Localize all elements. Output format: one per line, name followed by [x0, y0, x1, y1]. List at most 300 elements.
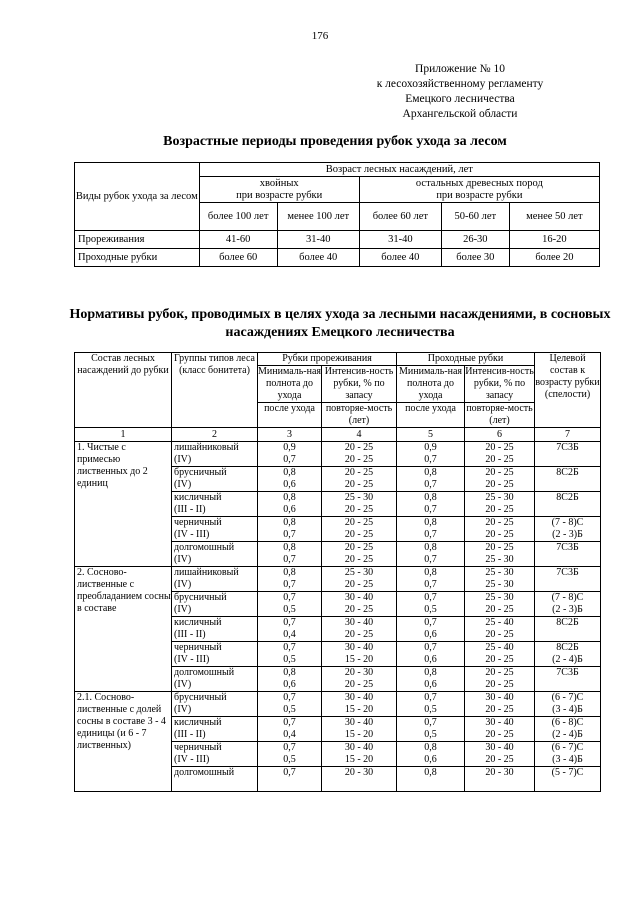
subheader-cell: более 100 лет	[199, 203, 277, 231]
value-bottom: 0,4	[283, 729, 296, 740]
composition-cell: 2.1. Сосново-лиственные с долей сосны в составе 3 - 4 единицы (и 6 - 7 лиственных)	[75, 692, 172, 792]
value-cell: 41-60	[199, 231, 277, 249]
value-top: 7С3Б	[556, 567, 579, 578]
header-intensity-bottom: повторяе-мость (лет)	[466, 403, 533, 426]
value-top: 25 - 30	[485, 592, 514, 603]
value-top: 25 - 30	[485, 567, 514, 578]
value-cell: 16-20	[509, 231, 599, 249]
value-top: 0,7	[424, 717, 437, 728]
density-cell	[397, 617, 465, 642]
intensity-cell	[465, 767, 535, 792]
target-composition-cell	[535, 467, 601, 492]
value-top: 0,8	[424, 492, 437, 503]
composition-cell: 1. Чистые с примесью лиственных до 2 единиц	[75, 442, 172, 567]
value-bottom	[258, 779, 321, 791]
value-bottom: 20 - 25	[485, 529, 514, 540]
intensity-cell	[322, 567, 397, 592]
target-composition-cell	[535, 742, 601, 767]
value-top: 20 - 25	[344, 442, 374, 453]
value-bottom: 20 - 25	[485, 604, 514, 615]
value-bottom: 15 - 20	[344, 729, 374, 740]
intensity-cell	[465, 567, 535, 592]
value-top: 30 - 40	[344, 692, 374, 703]
site-class: (IV - III)	[174, 654, 210, 665]
value-bottom: 15 - 20	[344, 704, 374, 715]
value-top: 20 - 30	[485, 767, 514, 778]
value-bottom: 20 - 25	[485, 679, 514, 690]
value-bottom: 20 - 25	[344, 679, 374, 690]
value-bottom: 0,5	[424, 704, 437, 715]
value-top: 20 - 25	[344, 517, 374, 528]
value-top: 0,8	[424, 517, 437, 528]
value-bottom: 0,7	[424, 504, 437, 515]
site-class: (IV)	[174, 479, 192, 490]
intensity-cell	[322, 742, 397, 767]
header-composition: Состав лесных насаждений до рубки	[75, 353, 172, 428]
value-bottom	[535, 454, 600, 466]
value-cell: 26-30	[441, 231, 509, 249]
value-bottom: 0,6	[424, 754, 437, 765]
density-cell	[397, 717, 465, 742]
site-class: (III - II)	[174, 504, 206, 515]
forest-type-name: черничный	[174, 742, 222, 753]
value-top: 0,8	[424, 467, 437, 478]
density-cell	[258, 767, 322, 792]
intensity-cell	[322, 467, 397, 492]
site-class: (IV - III)	[174, 529, 210, 540]
value-top: 7С3Б	[556, 442, 579, 453]
table1-title: Возрастные периоды проведения рубок ухода за лесом	[163, 134, 507, 149]
subheader-cell: 50-60 лет	[441, 203, 509, 231]
header-other-species	[359, 177, 599, 203]
header-passage-cuts: Проходные рубки	[397, 353, 535, 366]
target-composition-cell	[535, 617, 601, 642]
value-bottom: 0,7	[424, 579, 437, 590]
forest-type-cell	[172, 667, 258, 692]
value-top: 0,7	[283, 717, 296, 728]
site-class: (IV)	[174, 554, 192, 565]
density-cell	[258, 442, 322, 467]
value-top: 0,7	[424, 692, 437, 703]
value-top: 25 - 40	[485, 642, 514, 653]
header-target-composition: Целевой состав к возрасту рубки (спелости)	[535, 353, 601, 428]
header-other-line2: при возрасте рубки	[436, 189, 523, 201]
value-bottom: 25 - 30	[485, 579, 514, 590]
value-bottom: 0,6	[424, 679, 437, 690]
target-composition-cell	[535, 442, 601, 467]
forest-type-cell	[172, 542, 258, 567]
density-cell	[397, 442, 465, 467]
target-composition-cell	[535, 592, 601, 617]
target-composition-cell	[535, 717, 601, 742]
value-top: (7 - 8)С	[551, 517, 584, 528]
value-top: 20 - 25	[485, 542, 514, 553]
composition-cell: 2. Сосново-лиственные с преобладанием сосны в составе	[75, 567, 172, 692]
value-top: 0,7	[424, 617, 437, 628]
value-top: 20 - 25	[485, 442, 514, 453]
value-bottom: 0,5	[283, 604, 296, 615]
header-conifers	[199, 177, 359, 203]
table-row	[75, 567, 601, 592]
value-top: 20 - 25	[485, 517, 514, 528]
value-top: (6 - 7)С	[551, 692, 584, 703]
value-top: 0,7	[283, 642, 296, 653]
forest-type-cell	[172, 442, 258, 467]
subheader-cell: менее 100 лет	[277, 203, 359, 231]
density-cell	[258, 642, 322, 667]
value-top: 0,8	[424, 567, 437, 578]
value-cell: 31-40	[277, 231, 359, 249]
forest-type-cell	[172, 742, 258, 767]
page-number: 176	[311, 30, 329, 42]
intensity-cell	[322, 517, 397, 542]
value-top: 8С2Б	[556, 467, 579, 478]
forest-type-name: кисличный	[174, 617, 222, 628]
value-top: 0,7	[283, 592, 296, 603]
header-min-density	[397, 366, 465, 428]
intensity-cell	[465, 617, 535, 642]
table-row	[75, 249, 600, 267]
density-cell	[397, 542, 465, 567]
value-bottom: 20 - 25	[485, 629, 514, 640]
target-composition-cell	[535, 667, 601, 692]
intensity-cell	[322, 767, 397, 792]
density-cell	[258, 692, 322, 717]
intensity-cell	[465, 542, 535, 567]
density-cell	[258, 617, 322, 642]
value-bottom	[465, 779, 534, 791]
value-top: 0,8	[283, 467, 296, 478]
value-cell: более 40	[277, 249, 359, 267]
site-class: (IV)	[174, 454, 192, 465]
value-bottom: 20 - 25	[485, 729, 514, 740]
value-top: 0,8	[283, 667, 296, 678]
subheader-cell: менее 50 лет	[509, 203, 599, 231]
density-cell	[397, 567, 465, 592]
header-intensity	[465, 366, 535, 428]
value-bottom: 20 - 25	[344, 604, 374, 615]
forest-type-name: кисличный	[174, 717, 222, 728]
density-cell	[258, 467, 322, 492]
forest-type-name: брусничный	[174, 467, 227, 478]
value-top: 30 - 40	[485, 717, 514, 728]
value-bottom: 0,6	[283, 479, 296, 490]
table-row	[75, 692, 601, 717]
header-intensity-top: Интенсив-ность рубки, % по запасу	[322, 366, 396, 403]
density-cell	[258, 517, 322, 542]
density-cell	[258, 717, 322, 742]
value-top: 20 - 30	[344, 667, 374, 678]
header-intensity	[322, 366, 397, 428]
value-bottom: 20 - 25	[344, 629, 374, 640]
forest-type-name: черничный	[174, 642, 222, 653]
value-top: 0,7	[283, 742, 296, 753]
value-top: 8С2Б	[556, 642, 579, 653]
value-bottom: 20 - 25	[485, 479, 514, 490]
density-cell	[258, 667, 322, 692]
site-class: (IV)	[174, 604, 192, 615]
value-bottom: 20 - 25	[344, 504, 374, 515]
value-bottom	[535, 504, 600, 516]
forest-type-name: лишайниковый	[174, 442, 239, 453]
density-cell	[397, 517, 465, 542]
value-bottom: (2 - 4)Б	[552, 729, 583, 740]
intensity-cell	[322, 442, 397, 467]
header-min-density-bottom: после ухода	[264, 403, 315, 414]
intensity-cell	[465, 442, 535, 467]
value-bottom: 20 - 25	[485, 704, 514, 715]
header-stand-age: Возраст лесных насаждений, лет	[199, 163, 599, 177]
site-class: (IV)	[174, 579, 192, 590]
column-number: 2	[172, 428, 258, 442]
target-composition-cell	[535, 642, 601, 667]
value-bottom: 20 - 25	[344, 529, 374, 540]
value-bottom: 0,7	[424, 479, 437, 490]
value-top: 20 - 25	[485, 467, 514, 478]
value-top: 0,8	[283, 492, 296, 503]
value-bottom: 0,7	[283, 529, 296, 540]
value-bottom: (2 - 3)Б	[552, 604, 583, 615]
value-bottom: (3 - 4)Б	[552, 754, 583, 765]
forest-type-cell	[172, 767, 258, 792]
forest-type-cell	[172, 692, 258, 717]
value-bottom: 0,6	[283, 504, 296, 515]
value-top: 30 - 40	[485, 692, 514, 703]
target-composition-cell	[535, 692, 601, 717]
density-cell	[397, 492, 465, 517]
thinning-standards-table	[74, 352, 601, 792]
intensity-cell	[465, 517, 535, 542]
value-bottom: 0,6	[424, 629, 437, 640]
column-number: 3	[258, 428, 322, 442]
value-bottom	[535, 629, 600, 641]
value-bottom: 20 - 25	[485, 654, 514, 665]
value-top: 30 - 40	[344, 617, 374, 628]
appendix-line: Архангельской области	[402, 108, 518, 120]
header-cut-type: Виды рубок ухода за лесом	[75, 163, 200, 231]
header-conifers-line1: хвойных	[259, 177, 299, 189]
intensity-cell	[465, 667, 535, 692]
table2-title: Нормативы рубок, проводимых в целях ухода за лесными насаждениями, в сосновых насаждениях Емецкого лесничества	[69, 307, 611, 340]
density-cell	[397, 767, 465, 792]
intensity-cell	[322, 667, 397, 692]
value-bottom: 0,5	[283, 704, 296, 715]
density-cell	[397, 742, 465, 767]
value-top: (6 - 8)С	[551, 717, 584, 728]
value-top: 0,7	[424, 592, 437, 603]
intensity-cell	[465, 742, 535, 767]
header-intensity-bottom: повторяе-мость (лет)	[325, 403, 393, 426]
value-top: 0,8	[424, 667, 437, 678]
target-composition-cell	[535, 767, 601, 792]
value-top: 30 - 40	[485, 742, 514, 753]
value-top: 20 - 25	[485, 667, 514, 678]
column-number: 1	[75, 428, 172, 442]
header-min-density	[258, 366, 322, 428]
forest-type-cell	[172, 467, 258, 492]
value-top: 0,8	[424, 542, 437, 553]
density-cell	[258, 567, 322, 592]
value-bottom: (2 - 4)Б	[552, 654, 583, 665]
value-bottom: 20 - 25	[485, 504, 514, 515]
intensity-cell	[465, 592, 535, 617]
header-min-density-bottom: после ухода	[405, 403, 456, 414]
value-bottom: 0,5	[424, 729, 437, 740]
header-min-density-top: Минималь-ная полнота до ухода	[258, 366, 322, 401]
forest-type-cell	[172, 642, 258, 667]
value-top: 30 - 40	[344, 642, 374, 653]
value-top: 30 - 40	[344, 717, 374, 728]
intensity-cell	[322, 692, 397, 717]
value-bottom: 0,5	[424, 604, 437, 615]
value-top: 0,7	[283, 617, 296, 628]
value-bottom: 15 - 20	[344, 654, 374, 665]
value-bottom: 20 - 25	[485, 454, 514, 465]
value-bottom: 0,4	[283, 629, 296, 640]
column-number: 5	[397, 428, 465, 442]
density-cell	[397, 667, 465, 692]
value-top: 0,8	[424, 767, 437, 778]
value-top: 7С3Б	[556, 667, 579, 678]
value-top: (7 - 8)С	[551, 592, 584, 603]
value-bottom: 0,7	[283, 554, 296, 565]
value-top: 25 - 30	[344, 492, 374, 503]
value-top: 0,8	[283, 542, 296, 553]
age-periods-table	[74, 162, 600, 267]
target-composition-cell	[535, 517, 601, 542]
value-top: 25 - 30	[344, 567, 374, 578]
value-top: 0,7	[424, 642, 437, 653]
site-class: (III - II)	[174, 729, 206, 740]
value-bottom: 0,6	[283, 679, 296, 690]
value-bottom	[535, 479, 600, 491]
site-class	[174, 779, 257, 791]
value-cell: более 30	[441, 249, 509, 267]
value-top: 7С3Б	[556, 542, 579, 553]
value-top: 25 - 30	[485, 492, 514, 503]
density-cell	[397, 692, 465, 717]
value-top: 0,8	[424, 742, 437, 753]
header-intensity-top: Интенсив-ность рубки, % по запасу	[465, 366, 534, 401]
value-bottom: 15 - 20	[344, 754, 374, 765]
value-top: 20 - 30	[344, 767, 374, 778]
forest-type-cell	[172, 617, 258, 642]
forest-type-name: долгомошный	[174, 542, 235, 553]
header-conifers-line2: при возрасте рубки	[236, 189, 323, 201]
intensity-cell	[465, 717, 535, 742]
column-number: 6	[465, 428, 535, 442]
density-cell	[397, 467, 465, 492]
forest-type-name: брусничный	[174, 592, 227, 603]
forest-type-name: долгомошный	[174, 767, 235, 778]
value-top: 20 - 25	[344, 467, 374, 478]
value-cell: более 20	[509, 249, 599, 267]
table-row	[75, 442, 601, 467]
value-top: 30 - 40	[344, 742, 374, 753]
site-class: (IV - III)	[174, 754, 210, 765]
target-composition-cell	[535, 567, 601, 592]
appendix-line: к лесохозяйственному регламенту	[376, 78, 544, 90]
value-bottom	[397, 779, 464, 791]
value-top: 0,9	[424, 442, 437, 453]
value-cell: 31-40	[359, 231, 441, 249]
value-top: 25 - 40	[485, 617, 514, 628]
value-bottom	[535, 554, 600, 566]
forest-type-name: долгомошный	[174, 667, 235, 678]
site-class: (IV)	[174, 679, 192, 690]
value-bottom: 20 - 25	[344, 579, 374, 590]
intensity-cell	[465, 642, 535, 667]
intensity-cell	[465, 467, 535, 492]
value-top: 8С2Б	[556, 492, 579, 503]
value-top: (5 - 7)С	[551, 767, 584, 778]
value-bottom: 0,7	[424, 554, 437, 565]
forest-type-name: брусничный	[174, 692, 227, 703]
value-bottom: 0,7	[424, 529, 437, 540]
forest-type-name: лишайниковый	[174, 567, 239, 578]
site-class: (III - II)	[174, 629, 206, 640]
intensity-cell	[322, 592, 397, 617]
forest-type-cell	[172, 567, 258, 592]
value-top: 0,9	[283, 442, 296, 453]
value-bottom: (2 - 3)Б	[552, 529, 583, 540]
value-bottom	[535, 779, 600, 791]
value-bottom: 0,6	[424, 654, 437, 665]
intensity-cell	[465, 492, 535, 517]
forest-type-name: черничный	[174, 517, 222, 528]
forest-type-cell	[172, 492, 258, 517]
value-top: (6 - 7)С	[551, 742, 584, 753]
value-bottom: (3 - 4)Б	[552, 704, 583, 715]
value-bottom: 0,7	[424, 454, 437, 465]
table-row	[75, 231, 600, 249]
header-forest-groups: Группы типов леса (класс бонитета)	[172, 353, 258, 428]
value-bottom	[535, 679, 600, 691]
value-top: 30 - 40	[344, 592, 374, 603]
header-other-line1: остальных древесных пород	[415, 177, 543, 189]
row-label: Прореживания	[75, 231, 200, 249]
value-bottom: 20 - 25	[344, 479, 374, 490]
header-min-density-top: Минималь-ная полнота до ухода	[399, 366, 463, 401]
subheader-cell: более 60 лет	[359, 203, 441, 231]
appendix-line: Приложение № 10	[415, 63, 505, 75]
density-cell	[258, 542, 322, 567]
forest-type-cell	[172, 517, 258, 542]
value-bottom: 0,5	[283, 654, 296, 665]
value-top: 0,7	[283, 692, 296, 703]
density-cell	[258, 492, 322, 517]
value-bottom: 0,7	[283, 454, 296, 465]
intensity-cell	[322, 542, 397, 567]
forest-type-cell	[172, 592, 258, 617]
intensity-cell	[322, 617, 397, 642]
value-cell: более 60	[199, 249, 277, 267]
appendix-line: Емецкого лесничества	[405, 93, 515, 105]
density-cell	[397, 592, 465, 617]
column-number: 7	[535, 428, 601, 442]
value-bottom	[322, 779, 396, 791]
forest-type-name: кисличный	[174, 492, 222, 503]
value-top: 8С2Б	[556, 617, 579, 628]
value-bottom: 20 - 25	[485, 754, 514, 765]
intensity-cell	[322, 492, 397, 517]
forest-type-cell	[172, 717, 258, 742]
density-cell	[397, 642, 465, 667]
value-cell: более 40	[359, 249, 441, 267]
appendix-header	[330, 62, 590, 122]
value-bottom: 25 - 30	[485, 554, 514, 565]
density-cell	[258, 592, 322, 617]
